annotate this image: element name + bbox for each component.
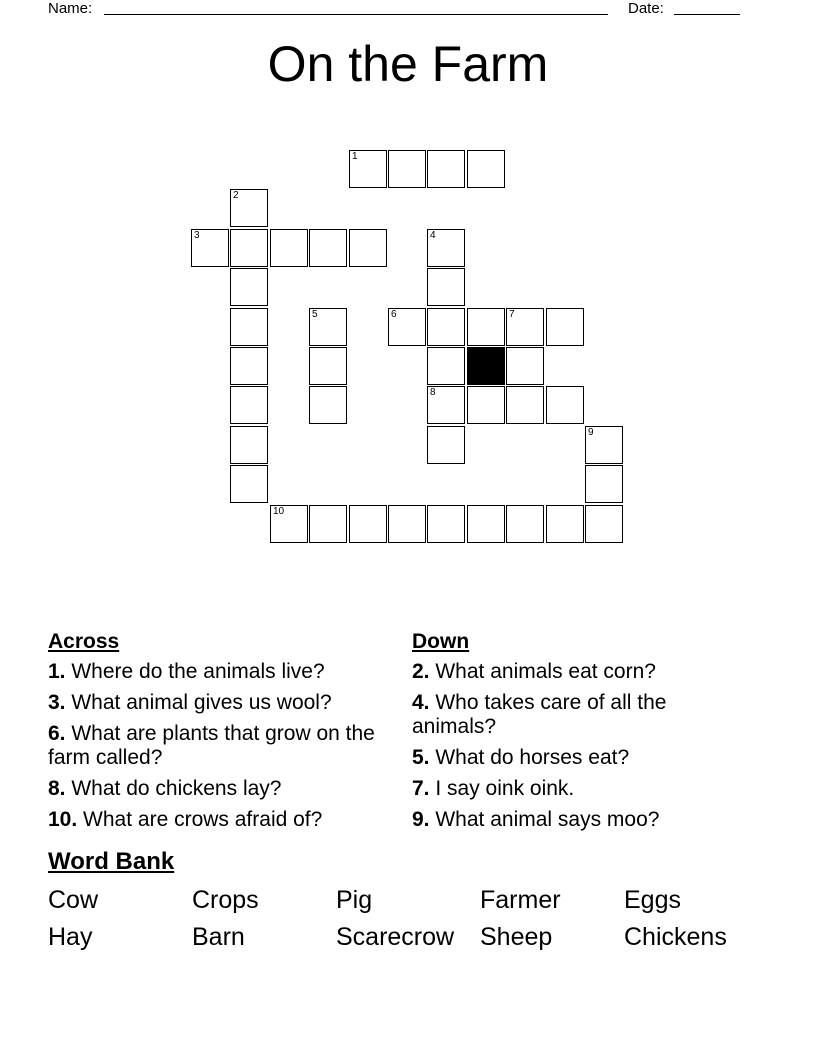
crossword-cell[interactable] — [230, 268, 268, 306]
crossword-cell[interactable] — [270, 505, 308, 543]
crossword-cell[interactable] — [546, 386, 584, 424]
date-label: Date: — [628, 0, 664, 17]
crossword-cell[interactable] — [546, 505, 584, 543]
clue-number: 4 — [430, 230, 436, 241]
crossword-cell[interactable] — [427, 268, 465, 306]
across-clue: 6. What are plants that grow on the farm called? — [48, 722, 375, 769]
word-bank-word: Eggs — [624, 886, 681, 914]
crossword-cell[interactable] — [270, 229, 308, 267]
crossword-cell[interactable] — [427, 308, 465, 346]
crossword-cell[interactable] — [427, 150, 465, 188]
crossword-cell[interactable] — [230, 229, 268, 267]
crossword-cell[interactable] — [546, 308, 584, 346]
crossword-cell[interactable] — [585, 505, 623, 543]
crossword-cell[interactable] — [349, 505, 387, 543]
crossword-cell[interactable] — [309, 308, 347, 346]
down-heading: Down — [412, 630, 470, 653]
clue-number: 1 — [352, 151, 358, 162]
crossword-cell[interactable] — [467, 386, 505, 424]
clue-number: 2 — [233, 190, 239, 201]
across-clue: 3. What animal gives us wool? — [48, 691, 332, 714]
word-bank-word: Farmer — [480, 886, 561, 914]
down-clue: 7. I say oink oink. — [412, 777, 575, 800]
word-bank-word: Chickens — [624, 923, 727, 951]
crossword-cell[interactable] — [467, 150, 505, 188]
crossword-cell[interactable] — [427, 505, 465, 543]
across-clue: 1. Where do the animals live? — [48, 660, 325, 683]
crossword-cell[interactable] — [388, 308, 426, 346]
crossword-cell[interactable] — [585, 426, 623, 464]
across-clue: 10. What are crows afraid of? — [48, 808, 323, 831]
page-title: On the Farm — [267, 36, 549, 92]
crossword-cell[interactable] — [506, 386, 544, 424]
blocked-cell — [467, 347, 505, 385]
clue-number: 7 — [509, 309, 515, 320]
clue-number: 3 — [194, 230, 200, 241]
word-bank-word: Pig — [336, 886, 373, 914]
crossword-cell[interactable] — [309, 347, 347, 385]
crossword-cell[interactable] — [388, 505, 426, 543]
crossword-cell[interactable] — [309, 505, 347, 543]
clue-number: 9 — [588, 427, 594, 438]
down-clue: 2. What animals eat corn? — [412, 660, 656, 683]
crossword-cell[interactable] — [427, 229, 465, 267]
crossword-cell[interactable] — [309, 386, 347, 424]
word-bank-word: Cow — [48, 886, 99, 914]
crossword-cell[interactable] — [585, 465, 623, 503]
crossword-cell[interactable] — [230, 347, 268, 385]
name-label: Name: — [48, 0, 93, 17]
across-heading: Across — [48, 630, 120, 653]
crossword-cell[interactable] — [309, 229, 347, 267]
crossword-cell[interactable] — [230, 308, 268, 346]
word-bank-word: Crops — [192, 886, 259, 914]
across-clues — [48, 630, 388, 839]
down-clue: 4. Who takes care of all the animals? — [412, 691, 667, 738]
clue-number: 8 — [430, 387, 436, 398]
crossword-cell[interactable] — [230, 426, 268, 464]
across-clue: 8. What do chickens lay? — [48, 777, 282, 800]
down-clue: 5. What do horses eat? — [412, 746, 630, 769]
down-clues — [412, 630, 752, 839]
crossword-cell[interactable] — [427, 347, 465, 385]
clue-number: 10 — [273, 506, 285, 517]
crossword-cell[interactable] — [427, 386, 465, 424]
down-clue: 9. What animal says moo? — [412, 808, 660, 831]
crossword-cell[interactable] — [506, 308, 544, 346]
crossword-cell[interactable] — [506, 347, 544, 385]
word-bank-word: Hay — [48, 923, 93, 951]
crossword-cell[interactable] — [427, 426, 465, 464]
crossword-cell[interactable] — [388, 150, 426, 188]
clue-number: 5 — [312, 309, 318, 320]
crossword-cell[interactable] — [467, 308, 505, 346]
word-bank-word: Barn — [192, 923, 245, 951]
word-bank-word: Scarecrow — [336, 923, 455, 951]
crossword-cell[interactable] — [467, 505, 505, 543]
crossword-cell[interactable] — [349, 229, 387, 267]
clue-number: 6 — [391, 309, 397, 320]
crossword-cell[interactable] — [230, 189, 268, 227]
crossword-cell[interactable] — [506, 505, 544, 543]
crossword-cell[interactable] — [230, 386, 268, 424]
crossword-cell[interactable] — [230, 465, 268, 503]
crossword-cell[interactable] — [349, 150, 387, 188]
word-bank-title: Word Bank — [48, 848, 175, 875]
crossword-cell[interactable] — [191, 229, 229, 267]
word-bank-word: Sheep — [480, 923, 553, 951]
